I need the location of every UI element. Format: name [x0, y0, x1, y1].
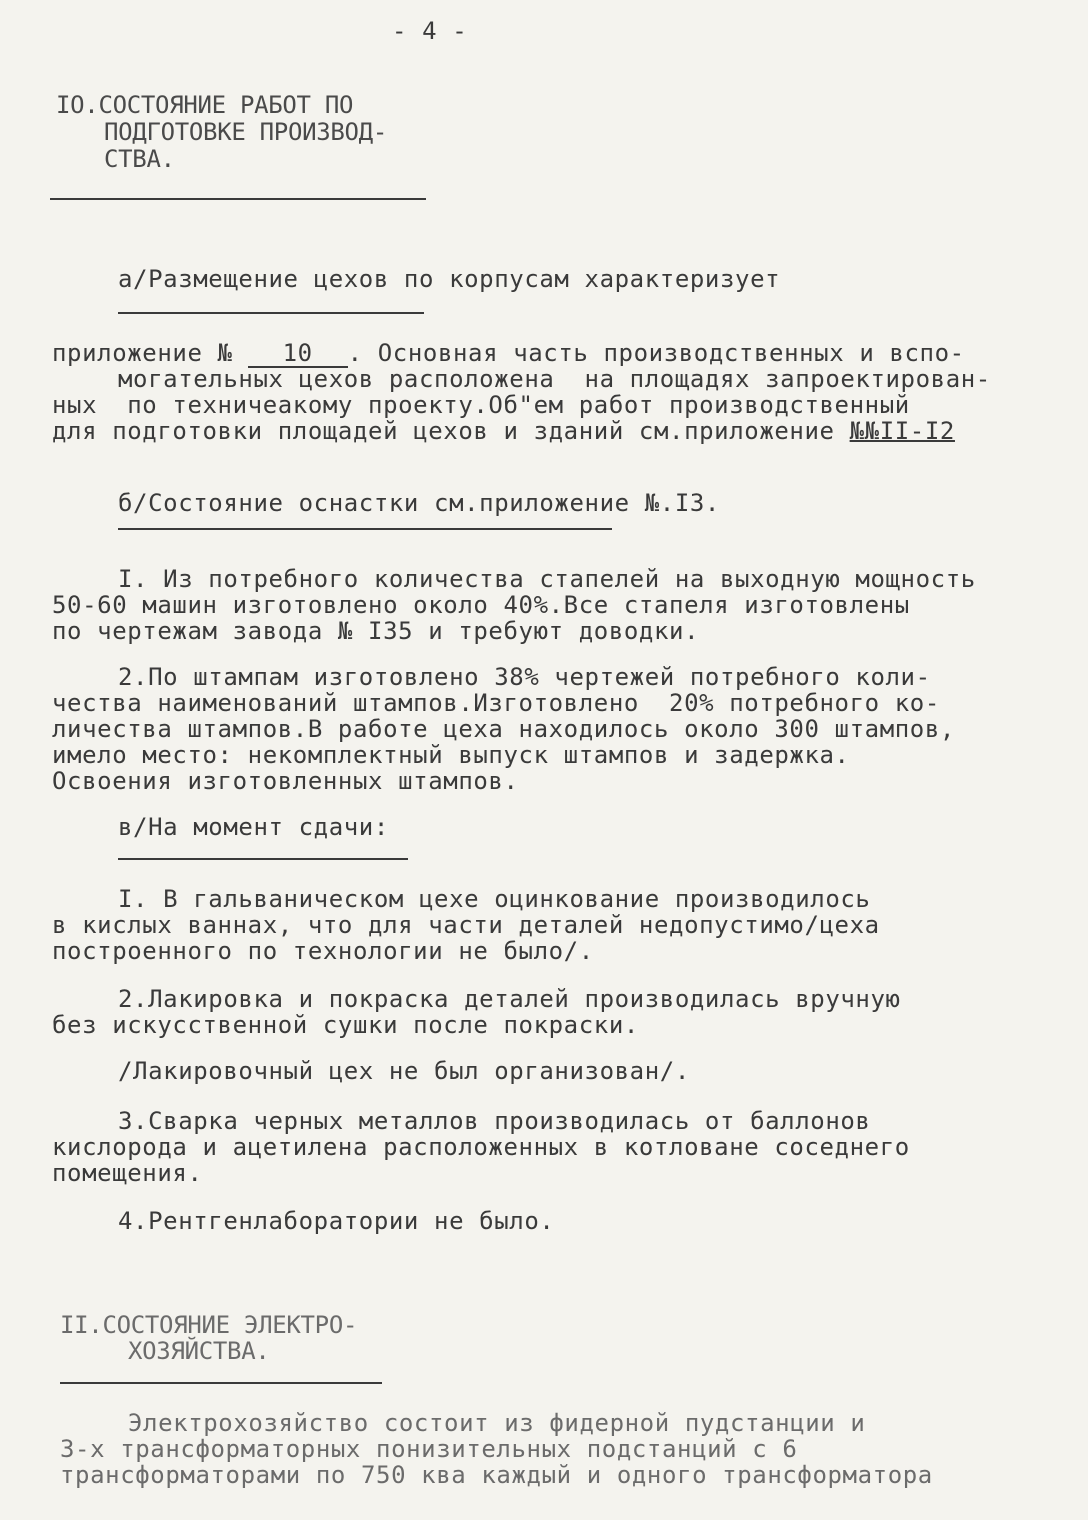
b-item1-line1: I. Из потребного количества стапелей на выходную мощность [118, 565, 976, 593]
section11-body-line3: трансформаторами по 750 ква каждый и одного трансформатора [60, 1461, 933, 1489]
b-item2-line4: имело место: некомплектный выпуск штампов и задержка. [52, 741, 850, 769]
subsection-a-line4-text: для подготовки площадей цехов и зданий см.приложение [52, 417, 850, 445]
subsection-c-rule [118, 858, 408, 860]
c-item4: 4.Рентгенлаборатории не было. [118, 1207, 555, 1235]
subsection-a-line2: могательных цехов расположена на площадях запроектирован- [118, 365, 991, 393]
section11-body-line2: 3-х трансформаторных понизительных подстанций с 6 [60, 1435, 798, 1463]
subsection-a-heading: а/Размещение цехов по корпусам характеризует [118, 265, 781, 293]
page-number: - 4 - [392, 17, 468, 45]
c-item1-line3: построенного по технологии не было/. [52, 937, 594, 965]
subsection-a-line3: ных по техничеакому проекту.Об"ем работ производственный [52, 391, 910, 419]
c-item1-line2: в кислых ваннах, что для части деталей недопустимо/цеха [52, 911, 880, 939]
c-item2-line2: без искусственной сушки после покраски. [52, 1011, 639, 1039]
section11-title-line1: II.СОСТОЯНИЕ ЭЛЕКТРО- [60, 1311, 358, 1339]
section11-title-rule [60, 1382, 382, 1384]
subsection-a-line4 [52, 418, 955, 444]
subsection-b-heading: б/Состояние оснастки см.приложение №.I3. [118, 489, 720, 517]
subsection-c-heading: в/На момент сдачи: [118, 813, 389, 841]
section10-title-rule [50, 198, 426, 200]
section10-title-line2: ПОДГОТОВКЕ ПРОИЗВОД- [104, 118, 387, 146]
b-item1-line3: по чертежам завода № I35 и требуют доводки. [52, 617, 700, 645]
subsection-a-line1 [52, 340, 965, 368]
b-item2-line3: личества штампов.В работе цеха находилось около 300 штампов, [52, 715, 955, 743]
section11-title-line2: ХОЗЯЙСТВА. [128, 1337, 270, 1365]
appendix-number: 10 [248, 340, 348, 368]
subsection-a-line1-text: . Основная часть производственных и вспо- [347, 339, 965, 367]
c-item1-line1: I. В гальваническом цехе оцинкование производилось [118, 885, 871, 913]
section10-title-line3: СТВА. [104, 145, 175, 173]
c-item3-line1: 3.Сварка черных металлов производилась от баллонов [118, 1107, 871, 1135]
c-note: /Лакировочный цех не был организован/. [118, 1057, 690, 1085]
b-item2-line2: чества наименований штампов.Изготовлено 20% потребного ко- [52, 689, 940, 717]
appendix-ref-11-12: №№II-I2 [849, 417, 955, 445]
subsection-a-rule [118, 312, 424, 314]
appendix-label: приложение № [52, 339, 233, 367]
subsection-b-rule [118, 528, 612, 530]
b-item1-line2: 50-60 машин изготовлено около 40%.Все стапеля изготовлены [52, 591, 910, 619]
section11-body-line1: Электрохозяйство состоит из фидерной пудстанции и [128, 1409, 866, 1437]
c-item2-line1: 2.Лакировка и покраска деталей производилась вручную [118, 985, 901, 1013]
section10-title-line1: IO.СОСТОЯНИЕ РАБОТ ПО [56, 91, 354, 119]
b-item2-line5: Освоения изготовленных штампов. [52, 767, 519, 795]
c-item3-line3: помещения. [52, 1159, 203, 1187]
c-item3-line2: кислорода и ацетилена расположенных в котловане соседнего [52, 1133, 910, 1161]
b-item2-line1: 2.По штампам изготовлено 38% чертежей потребного коли- [118, 663, 931, 691]
